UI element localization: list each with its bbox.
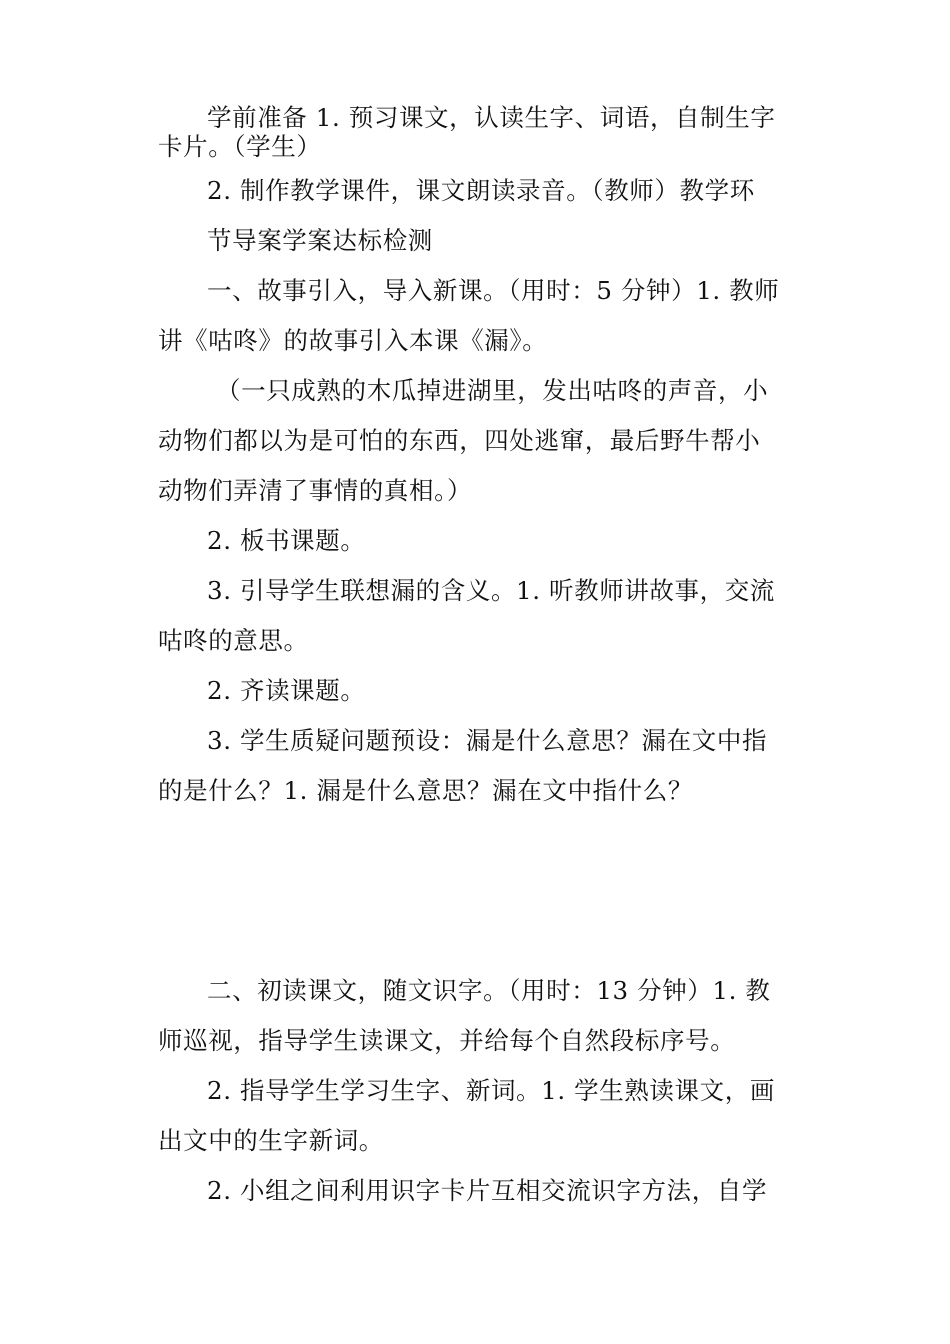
text-line: 的是什么？1. 漏是什么意思？漏在文中指什么？ bbox=[158, 776, 693, 805]
text-line: 2. 指导学生学习生字、新词。1. 学生熟读课文，画 bbox=[207, 1076, 775, 1105]
text-line: 咕咚的意思。 bbox=[158, 626, 309, 655]
text-line: 出文中的生字新词。 bbox=[158, 1126, 384, 1155]
text-line: （一只成熟的木瓜掉进湖里，发出咕咚的声音，小 bbox=[216, 376, 769, 405]
text-line: 2. 制作教学课件，课文朗读录音。（教师）教学环 bbox=[207, 176, 755, 205]
text-line: 3. 学生质疑问题预设：漏是什么意思？漏在文中指 bbox=[207, 726, 768, 755]
text-line: 一、故事引入，导入新课。（用时：5 分钟）1. 教师 bbox=[207, 276, 780, 305]
text-line: 卡片。（学生） bbox=[158, 132, 322, 161]
text-line: 师巡视，指导学生读课文，并给每个自然段标序号。 bbox=[158, 1026, 736, 1055]
text-line: 学前准备 1. 预习课文，认读生字、词语，自制生字 bbox=[207, 103, 776, 132]
text-line: 动物们都以为是可怕的东西，四处逃窜，最后野牛帮小 bbox=[158, 426, 761, 455]
text-line: 节导案学案达标检测 bbox=[207, 226, 433, 255]
text-line: 讲《咕咚》的故事引入本课《漏》。 bbox=[158, 326, 548, 355]
text-line: 二、初读课文，随文识字。（用时：13 分钟）1. 教 bbox=[207, 976, 771, 1005]
text-line: 2. 小组之间利用识字卡片互相交流识字方法，自学 bbox=[207, 1176, 768, 1205]
text-line: 2. 板书课题。 bbox=[207, 526, 366, 555]
text-line: 2. 齐读课题。 bbox=[207, 676, 366, 705]
text-line: 动物们弄清了事情的真相。） bbox=[158, 476, 473, 505]
text-line: 3. 引导学生联想漏的含义。1. 听教师讲故事，交流 bbox=[207, 576, 775, 605]
